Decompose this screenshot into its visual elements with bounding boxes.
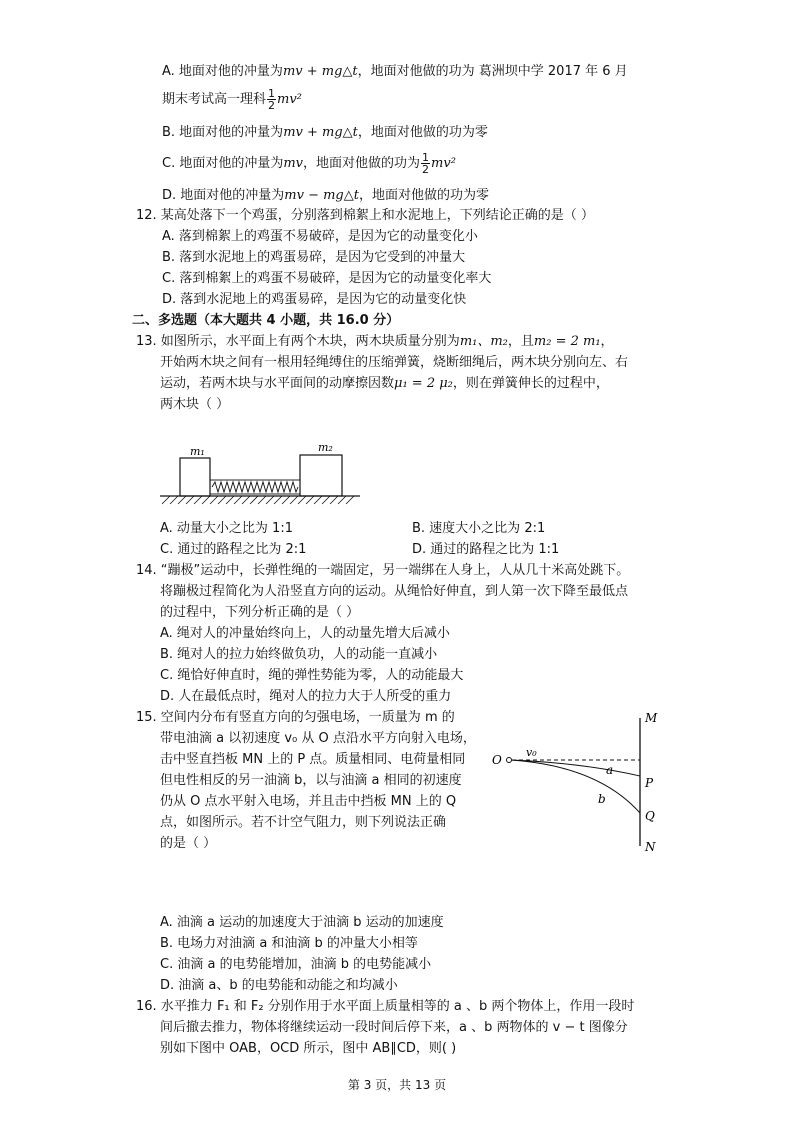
fig-m2-label: m₂: [318, 441, 333, 454]
q15-figure: [488, 708, 668, 858]
q13-line3: 运动，若两木块与水平面间的动摩擦因数μ₁ = 2 μ₂，则在弹簧伸长的过程中，: [160, 376, 609, 391]
section-heading: 二、多选题（本大题共 4 小题，共 16.0 分）: [132, 313, 400, 328]
label-n: N: [645, 840, 656, 854]
block-m1: [180, 458, 210, 496]
page-footer: 第 3 页，共 13 页: [347, 1078, 447, 1092]
q14-option-d: D. 人在最低点时，绳对人的拉力大于人所受的重力: [160, 689, 452, 704]
q15-line6: 点，如图所示。若不计空气阻力，则下列说法正确: [160, 815, 447, 830]
q12-option-c: C. 落到棉絮上的鸡蛋不易破碎，是因为它的动量变化率大: [162, 271, 492, 286]
q12-option-b: B. 落到水泥地上的鸡蛋易碎，是因为它受到的冲量大: [162, 250, 466, 265]
q15-option-b: B. 电场力对油滴 a 和油滴 b 的冲量大小相等: [160, 936, 418, 951]
q11-option-d: D. 地面对他的冲量为mv − mg△t，地面对他做的功为零: [162, 188, 489, 203]
q13-line2: 开始两木块之间有一根用轻绳缚住的压缩弹簧，烧断细绳后，两木块分别向左、右: [160, 355, 629, 370]
q15-option-d: D. 油滴 a、b 的电势能和动能之和均减小: [160, 978, 398, 993]
q12-option-a: A. 落到棉絮上的鸡蛋不易破碎，是因为它的动量变化小: [162, 229, 478, 244]
q11-option-a-expr: mv + mg△t: [282, 64, 358, 79]
q15-line1: 15. 空间内分布有竖直方向的匀强电场，一质量为 m 的: [136, 710, 455, 725]
q14-line3: 的过程中，下列分析正确的是（ ）: [160, 605, 360, 620]
q13-line4: 两木块（ ）: [160, 397, 230, 412]
q11-option-a-fraction: $\frac{1}{2}$: [268, 87, 276, 112]
q11-option-a-text3: 期末考试高一理科: [162, 92, 267, 107]
q14-option-a: A. 绳对人的冲量始终向上，人的动量先增大后减小: [160, 626, 450, 641]
q13-option-a: A. 动量大小之比为 1:1: [160, 521, 293, 536]
q16-line3: 别如下图中 OAB，OCD 所示，图中 AB∥CD，则( ): [160, 1041, 457, 1056]
label-p: P: [645, 776, 654, 790]
q13-option-c: C. 通过的路程之比为 2:1: [160, 542, 307, 557]
q15-line2: 带电油滴 a 以初速度 v₀ 从 O 点沿水平方向射入电场，: [160, 731, 476, 746]
q15-line3: 击中竖直挡板 MN 上的 P 点。质量相同、电荷量相同: [160, 752, 466, 767]
q13-line1: 13. 如图所示，水平面上有两个木块，两木块质量分别为m₁、m₂，且m₂ = 2 m₁，: [136, 334, 614, 349]
point-o: [507, 758, 512, 763]
q12-option-d: D. 落到水泥地上的鸡蛋易碎，是因为它的动量变化快: [162, 292, 467, 307]
q11-option-a-line1: [162, 63, 628, 81]
block-m2: [300, 455, 342, 496]
q14-line2: 将蹦极过程简化为人沿竖直方向的运动。从绳恰好伸直，到人第一次下降至最低点: [160, 584, 629, 599]
ground-hatch: [162, 496, 354, 504]
q14-option-c: C. 绳恰好伸直时，绳的弹性势能为零，人的动能最大: [160, 668, 464, 683]
label-a: a: [606, 763, 614, 777]
trajectory-b: [511, 760, 640, 813]
q12-stem: 12. 某高处落下一个鸡蛋，分别落到棉絮上和水泥地上，下列结论正确的是（ ）: [136, 208, 594, 223]
label-q: Q: [645, 809, 655, 823]
q16-line1: 16. 水平推力 F₁ 和 F₂ 分别作用于水平面上质量相等的 a 、b 两个物体上，作用一段时: [136, 999, 635, 1014]
q13-option-b: B. 速度大小之比为 2:1: [412, 521, 546, 536]
q13-figure: [158, 438, 363, 508]
q11-option-a-text2: ，地面对他做的功为 葛洲坝中学 2017 年 6 月: [357, 64, 628, 79]
label-m: M: [645, 711, 658, 725]
q11-option-c-fraction: $\frac{1}{2}$: [422, 151, 430, 176]
q14-option-b: B. 绳对人的拉力始终做负功，人的动能一直减小: [160, 647, 438, 662]
q14-line1: 14. “蹦极”运动中，长弹性绳的一端固定，另一端绑在人身上，人从几十米高处跳下。: [136, 563, 630, 578]
q15-line5: 仍从 O 点水平射入电场，并且击中挡板 MN 上的 Q: [160, 794, 457, 809]
label-b: b: [598, 792, 606, 806]
q15-line4: 但电性相反的另一油滴 b，以与油滴 a 相同的初速度: [160, 773, 462, 788]
q11-option-b: B. 地面对他的冲量为mv + mg△t，地面对他做的功为零: [162, 125, 488, 140]
fig-m1-label: m₁: [190, 445, 205, 458]
q13-option-d: D. 通过的路程之比为 1:1: [412, 542, 560, 557]
label-v0: v₀: [526, 746, 537, 759]
q15-option-c: C. 油滴 a 的电势能增加，油滴 b 的电势能减小: [160, 957, 432, 972]
label-o: O: [492, 753, 502, 767]
q16-line2: 间后撤去推力，物体将继续运动一段时间后停下来，a 、b 两物体的 v − t 图像分: [160, 1020, 628, 1035]
q15-line7: 的是（ ）: [160, 836, 217, 851]
q11-option-c: C. 地面对他的冲量为mv，地面对他做的功为 $\frac{1}{2}$ mv²: [162, 151, 456, 176]
q11-option-a-text: A. 地面对他的冲量为: [162, 64, 283, 79]
q11-option-a-tail: mv²: [277, 92, 302, 107]
q11-option-a-line2: [162, 88, 302, 111]
q15-option-a: A. 油滴 a 运动的加速度大于油滴 b 运动的加速度: [160, 915, 444, 930]
spring: [212, 482, 298, 492]
spring-frame: [210, 480, 300, 494]
